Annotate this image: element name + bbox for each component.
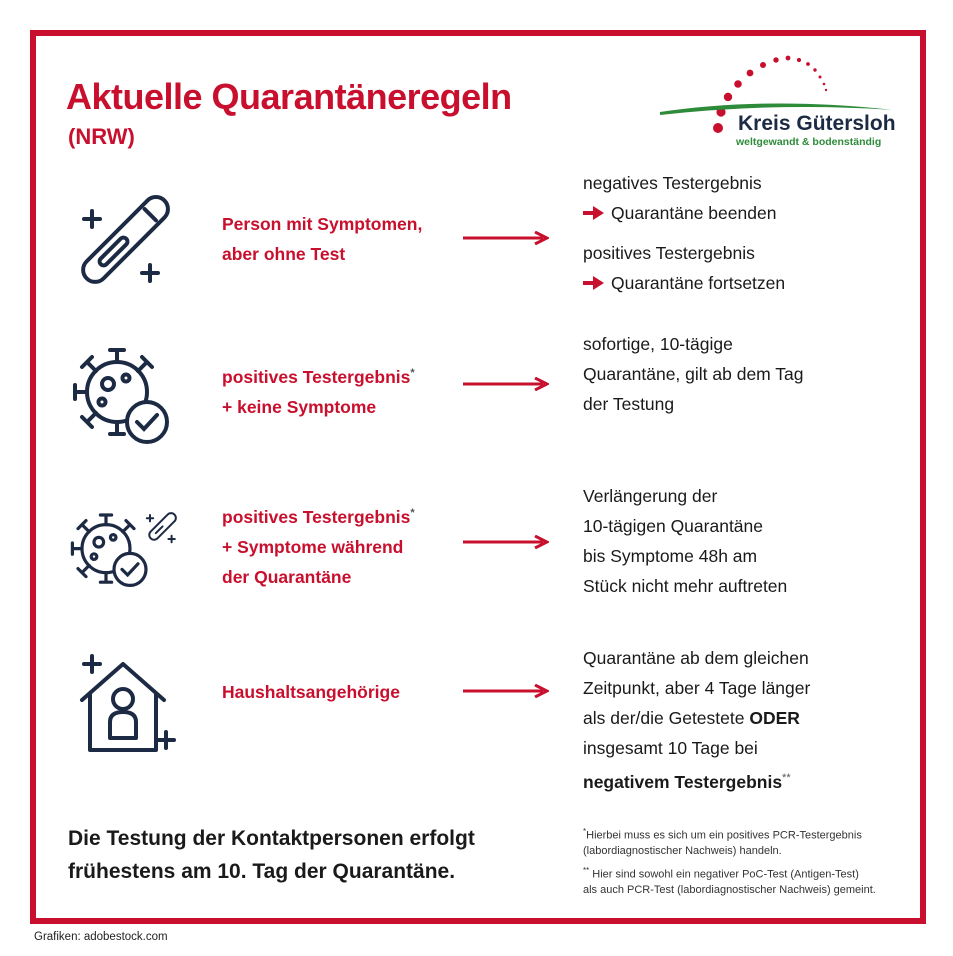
row3-label-line3: der Quarantäne [222,566,352,587]
row3-result-line1: Verlängerung der [583,486,718,506]
row2-label-mark: * [410,367,415,379]
footnote-2-mark: ** [583,866,590,875]
thermometer-icon [60,185,180,305]
row3-result [583,481,787,601]
row1-result-line4: Quarantäne fortsetzen [611,273,786,293]
row3-label [222,498,415,592]
footnote-2-line2: als auch PCR-Test (labordiagnostischer Nachweis) gemeint. [583,883,876,896]
footnote-1-mark: * [583,827,587,836]
row2-label-line2: + keine Symptome [222,396,377,417]
row4-result-mark: ** [782,772,791,784]
house-person-icon [70,652,190,772]
row4-result-line4: insgesamt 10 Tage bei [583,738,758,758]
row4-result-line3: als der/die Getestete [583,708,750,728]
virus-check-icon [62,340,182,460]
contact-testing-note [68,822,475,888]
row1-result [583,168,785,298]
row4-result-line5: negativem Testergebnis [583,771,783,792]
footnote-2 [583,863,876,898]
contact-testing-note-line2: frühestens am 10. Tag der Quarantäne. [68,860,456,883]
row1-result-line3: positives Testergebnis [583,243,755,263]
row2-label-line1: positives Testergebnis [222,366,411,387]
row1-result-line2: Quarantäne beenden [611,203,777,223]
row2-label [222,358,415,422]
small-arrow-icon [583,206,605,220]
row1-label-line2: aber ohne Test [222,244,346,264]
small-arrow-icon [583,276,605,290]
row4-result-line2: Zeitpunkt, aber 4 Tage länger [583,678,811,698]
row4-result-line1: Quarantäne ab dem gleichen [583,648,809,668]
row2-result [583,329,804,419]
row4-result [583,643,810,797]
row3-label-line2: + Symptome während [222,536,404,557]
row3-arrow-icon [463,535,549,549]
row1-label-line1: Person mit Symptomen, [222,214,423,234]
footnote-1-line2: (labordiagnostischer Nachweis) handeln. [583,844,782,857]
row1-result-line1: negatives Testergebnis [583,173,762,193]
row4-arrow-icon [463,684,549,698]
row2-result-line1: sofortige, 10-tägige [583,334,733,354]
row4-label [222,677,400,707]
row3-label-line1: positives Testergebnis [222,506,411,527]
row3-result-line4: Stück nicht mehr auftreten [583,576,788,596]
logo-name: Kreis Gütersloh [738,112,896,135]
row4-result-oder: ODER [749,708,800,728]
row1-label [222,209,422,269]
virus-thermometer-icon [62,495,182,615]
footnote-1 [583,824,862,859]
image-credit: Grafiken: adobestock.com [34,931,168,943]
footnote-1-line1: Hierbei muss es sich um ein positives PCR-Testergebnis [586,829,862,842]
contact-testing-note-line1: Die Testung der Kontaktpersonen erfolgt [68,827,475,850]
row3-label-mark: * [410,507,415,519]
logo-tagline: weltgewandt & bodenständig [736,136,882,148]
row3-result-line2: 10-tägigen Quarantäne [583,516,763,536]
row1-arrow-icon [463,231,549,245]
kreis-guetersloh-logo [658,50,898,150]
row2-arrow-icon [463,377,549,391]
row2-result-line2: Quarantäne, gilt ab dem Tag [583,364,804,384]
page-title: Aktuelle Quarantäneregeln [66,76,512,117]
page-subtitle: (NRW) [68,124,135,149]
row3-result-line3: bis Symptome 48h am [583,546,758,566]
row2-result-line3: der Testung [583,394,675,414]
row4-label-line1: Haushaltsangehörige [222,682,400,702]
footnote-2-line1: Hier sind sowohl ein negativer PoC-Test (Antigen-Test) [589,868,859,881]
